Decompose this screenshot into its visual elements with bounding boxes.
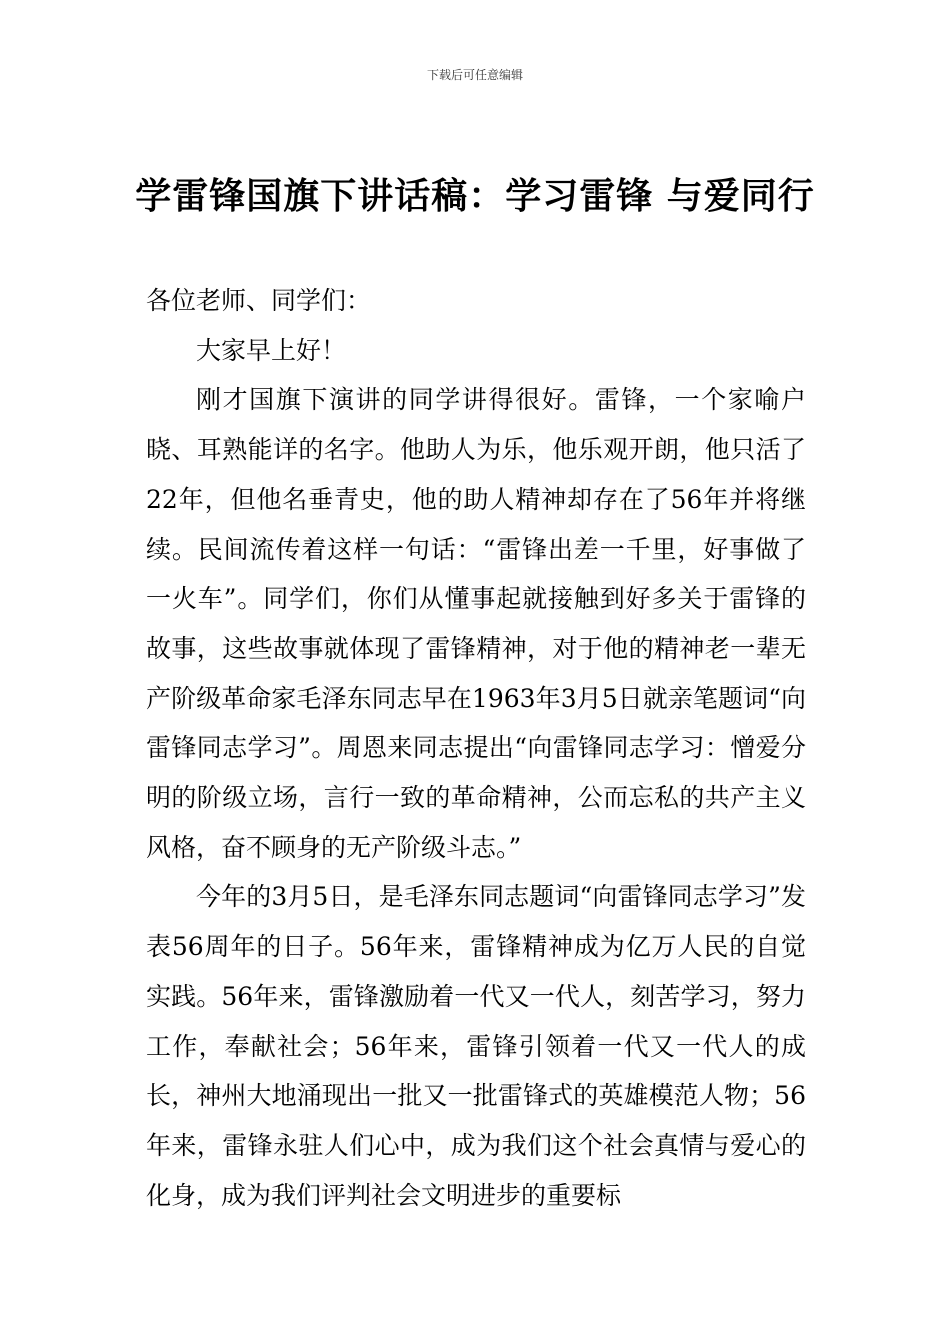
paragraph-greeting: 大家早上好！ bbox=[196, 335, 347, 365]
document-body bbox=[146, 276, 806, 1220]
paragraph-1: 刚才国旗下演讲的同学讲得很好。雷锋，一个家喻户晓、耳熟能详的名字。他助人为乐，他乐观开朗，他只活了22年，但他名垂青史，他的助人精神却存在了56年并将继续。民间流传着这样一句话：“雷锋出差一千里，好事做了一火车”。同学们，你们从懂事起就接触到好多关于雷锋的故事，这些故事就体现了雷锋精神，对于他的精神老一辈无产阶级革命家毛泽东同志早在1963年3月5日就亲笔题词“向雷锋同志学习”。周恩来同志提出“向雷锋同志学习：憎爱分明的阶级立场，言行一致的革命精神，公而忘私的共产主义风格，奋不顾身的无产阶级斗志。” bbox=[146, 385, 806, 862]
header-note: 下载后可任意编辑 bbox=[426, 68, 523, 82]
document-title: 学雷锋国旗下讲话稿：学习雷锋 与爱同行 bbox=[135, 176, 815, 217]
paragraph-2: 今年的3月5日，是毛泽东同志题词“向雷锋同志学习”发表56周年的日子。56年来，雷锋精神成为亿万人民的自觉实践。56年来，雷锋激励着一代又一代人，刻苦学习，努力工作，奉献社会；56年来，雷锋引领着一代又一代人的成长，神州大地涌现出一批又一批雷锋式的英雄模范人物；56年来，雷锋永驻人们心中，成为我们这个社会真情与爱心的化身，成为我们评判社会文明进步的重要标 bbox=[146, 882, 806, 1210]
salutation: 各位老师、同学们： bbox=[146, 286, 372, 315]
